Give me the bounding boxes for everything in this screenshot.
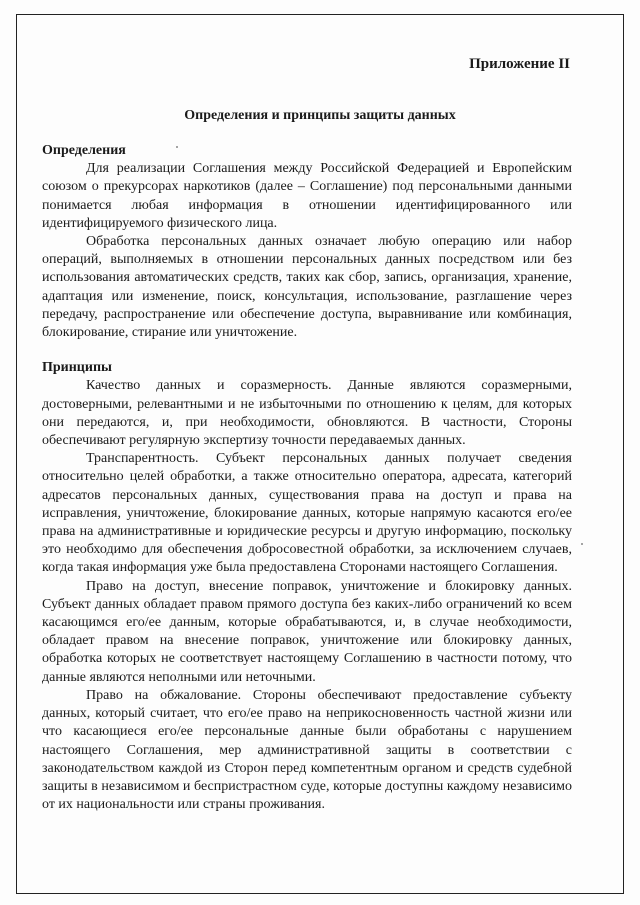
document-body: [42, 142, 572, 814]
paragraph: Качество данных и соразмерность. Данные являются соразмерными, достоверными, релевантными и не избыточными по отношению к целям, для которых они передаются, и, при необходимости, обновляются. В частности, Стороны обеспечивают регулярную экспертизу точности передаваемых данных.: [42, 378, 572, 449]
paragraph: Обработка персональных данных означает любую операцию или набор операций, выполняемых в отношении персональных данных посредством или без использования автоматических средств, таких как сбор, запись, организация, хранение, адаптация или изменение, поиск, консультация, использование, разглашение через передачу, распространение или обеспечение доступа, выравнивание или комбинация, блокирование, стирание или уничтожение.: [42, 234, 572, 341]
paragraph: Право на обжалование. Стороны обеспечивают предоставление субъекту данных, который считает, что его/ее право на неприкосновенность частной жизни или что касающиеся его/ее персональные данные были обработаны с нарушением настоящего Соглашения, мер административной защиты в соответствии с законодательством каждой из Сторон перед компетентным органом и средств судебной защиты в независимом и беспристрастном суде, которые доступны каждому независимо от их национальности или страны проживания.: [42, 687, 572, 813]
paragraph: Для реализации Соглашения между Российской Федерацией и Европейским союзом о прекурсорах наркотиков (далее – Соглашение) под персональными данными понимается любая информация в отношении идентифицированного или идентифицируемого физического лица.: [42, 161, 572, 231]
scan-speck: [581, 543, 583, 545]
paragraph: Транспарентность. Субъект персональных данных получает сведения относительно целей обработки, а также относительно оператора, адресата, категорий адресатов персональных данных, существования права на доступ и права на исправления, уничтожение, блокирование данных, которые напрямую касаются его/ее права на административные и юридические ресурсы и другую информацию, поскольку это необходимо для обеспечения добросовестной обработки, за исключением случаев, когда такая информация уже была предоставлена Сторонами настоящего Соглашения.: [42, 451, 572, 576]
document-title: Определения и принципы защиты данных: [184, 108, 456, 123]
section-heading-definitions: Определения: [42, 143, 126, 158]
section-heading-principles: Принципы: [42, 360, 112, 376]
appendix-label: Приложение II: [469, 56, 570, 72]
paragraph: Право на доступ, внесение поправок, уничтожение и блокировку данных. Субъект данных обладает правом прямого доступа без каких-либо ограничений ко всем касающимся его/ее данным, которые обрабатываются, и, в случае необходимости, обладает правом на внесение поправок, уничтожение или блокировку данных, обработка которых не соответствует настоящему Соглашению в частности потому, что данные являются неполными или неточными.: [42, 578, 572, 685]
